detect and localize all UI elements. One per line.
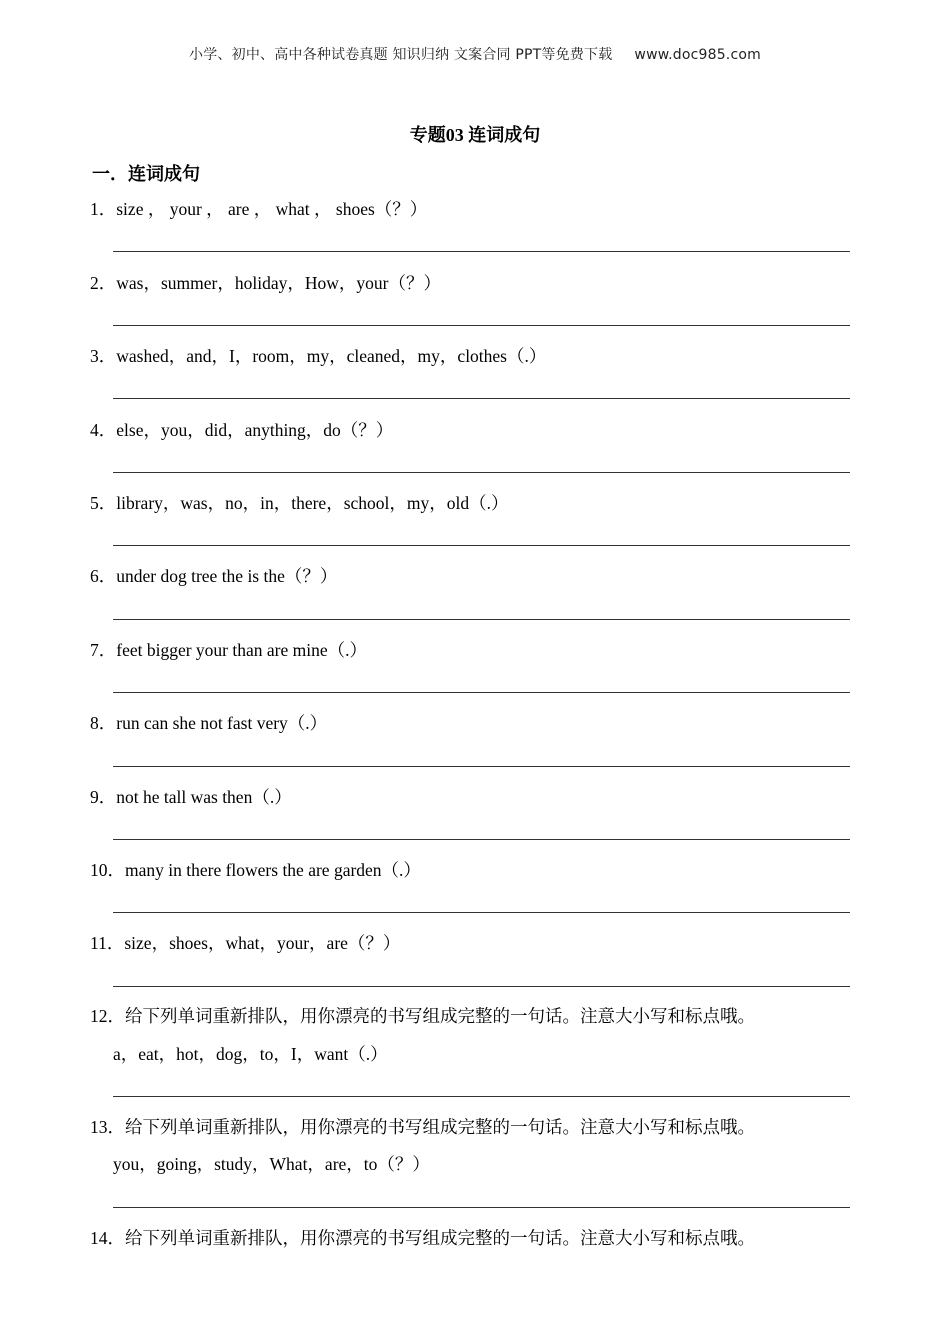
question-text: 给下列单词重新排队，用你漂亮的书写组成完整的一句话。注意大小写和标点哦。 bbox=[125, 1228, 755, 1248]
question-number: 6． bbox=[90, 566, 117, 586]
question-1 bbox=[90, 196, 427, 221]
question-number: 12． bbox=[90, 1006, 125, 1026]
header-url[interactable]: www.doc985.com bbox=[634, 47, 761, 63]
question-number: 4． bbox=[90, 420, 117, 440]
question-text: feet bigger your than are mine（.） bbox=[116, 640, 367, 660]
answer-line-4[interactable] bbox=[113, 472, 850, 473]
question-12 bbox=[90, 1003, 755, 1028]
question-number: 8． bbox=[90, 713, 117, 733]
question-13 bbox=[90, 1114, 755, 1139]
question-3 bbox=[90, 343, 546, 368]
question-number: 1． bbox=[90, 199, 117, 219]
question-text: size，shoes，what，your，are（？） bbox=[124, 933, 401, 953]
question-6 bbox=[90, 563, 337, 588]
answer-line-3[interactable] bbox=[113, 398, 850, 399]
answer-line-1[interactable] bbox=[113, 251, 850, 252]
question-text: else，you，did，anything，do（？） bbox=[116, 420, 394, 440]
question-10 bbox=[90, 857, 421, 882]
question-text: not he tall was then（.） bbox=[116, 787, 292, 807]
question-11 bbox=[90, 930, 400, 955]
question-number: 7． bbox=[90, 640, 117, 660]
question-number: 9． bbox=[90, 787, 117, 807]
question-8 bbox=[90, 710, 327, 735]
question-5 bbox=[90, 490, 509, 515]
question-number: 11． bbox=[90, 933, 125, 953]
answer-line-11[interactable] bbox=[113, 986, 850, 987]
question-text: size ， your ， are ， what ， shoes（？） bbox=[116, 199, 428, 219]
answer-line-2[interactable] bbox=[113, 325, 850, 326]
question-number: 14． bbox=[90, 1228, 125, 1248]
header-text: 小学、初中、高中各种试卷真题 知识归纳 文案合同 PPT等免费下载 bbox=[189, 47, 613, 63]
question-text: library，was，no，in，there，school，my，old（.） bbox=[116, 493, 509, 513]
question-13-words: you，going，study，What，are，to（？） bbox=[113, 1154, 430, 1174]
answer-line-12[interactable] bbox=[113, 1096, 850, 1097]
answer-line-8[interactable] bbox=[113, 766, 850, 767]
question-7 bbox=[90, 637, 367, 662]
answer-line-9[interactable] bbox=[113, 839, 850, 840]
page-header bbox=[0, 44, 950, 64]
question-9 bbox=[90, 784, 292, 809]
question-2 bbox=[90, 270, 441, 295]
question-number: 3． bbox=[90, 346, 117, 366]
question-14 bbox=[90, 1225, 755, 1250]
question-number: 5． bbox=[90, 493, 117, 513]
answer-line-5[interactable] bbox=[113, 545, 850, 546]
question-text: 给下列单词重新排队，用你漂亮的书写组成完整的一句话。注意大小写和标点哦。 bbox=[125, 1006, 755, 1026]
answer-line-6[interactable] bbox=[113, 619, 850, 620]
question-text: washed，and，I，room，my，cleaned，my，clothes（.） bbox=[116, 346, 547, 366]
answer-line-10[interactable] bbox=[113, 912, 850, 913]
question-12-words: a，eat，hot，dog，to，I，want（.） bbox=[113, 1044, 388, 1064]
question-4 bbox=[90, 417, 393, 442]
question-text: run can she not fast very（.） bbox=[116, 713, 328, 733]
question-text: was，summer，holiday，How，your（？） bbox=[116, 273, 441, 293]
section-heading: 一．连词成句 bbox=[92, 164, 200, 184]
page-title: 专题03 连词成句 bbox=[409, 125, 541, 145]
question-text: 给下列单词重新排队，用你漂亮的书写组成完整的一句话。注意大小写和标点哦。 bbox=[125, 1117, 755, 1137]
question-number: 13． bbox=[90, 1117, 125, 1137]
question-number: 10． bbox=[90, 860, 125, 880]
answer-line-13[interactable] bbox=[113, 1207, 850, 1208]
answer-line-7[interactable] bbox=[113, 692, 850, 693]
question-text: under dog tree the is the（？） bbox=[116, 566, 338, 586]
question-text: many in there flowers the are garden（.） bbox=[125, 860, 421, 880]
question-number: 2． bbox=[90, 273, 117, 293]
